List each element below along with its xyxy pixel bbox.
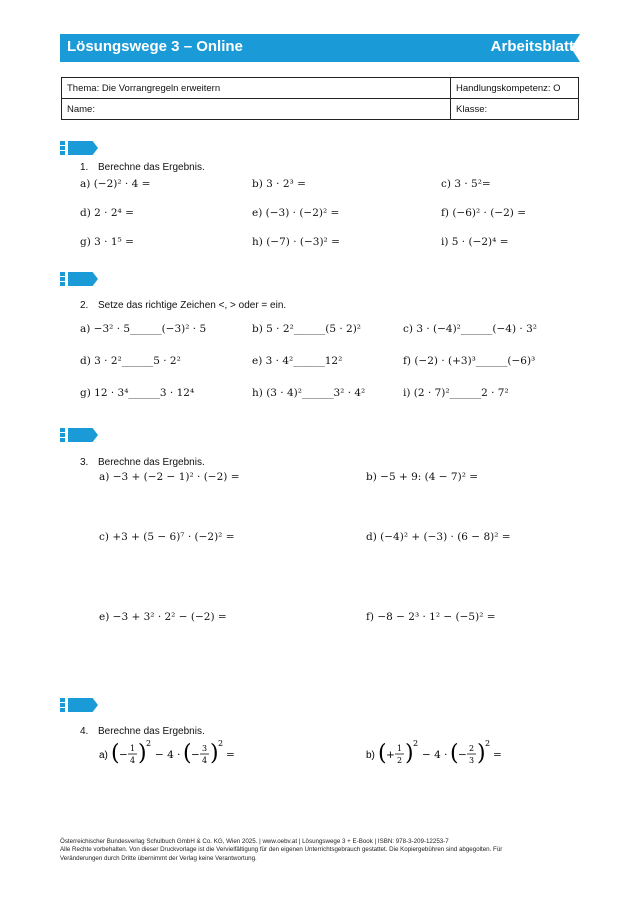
topic-cell: Thema: Die Vorrangregeln erweitern: [62, 78, 451, 99]
task-number: 4.: [80, 726, 89, 737]
task-prompt: Berechne das Ergebnis.: [98, 457, 205, 468]
worksheet-type: Arbeitsblatt: [490, 38, 574, 55]
sign: +: [386, 749, 395, 761]
problem: f) (−2) · (+3)³______(−6)³: [403, 355, 536, 367]
numerator: 1: [130, 744, 136, 753]
marker-square: [60, 282, 65, 286]
marker-square: [60, 433, 65, 437]
problem: b) 5 · 2²______(5 · 2)²: [252, 323, 362, 335]
paren-close: ): [138, 741, 147, 766]
paren-open: (: [378, 741, 387, 766]
marker-arrow: [68, 698, 98, 712]
problem: a) −3 + (−2 − 1)² · (−2) =: [99, 471, 240, 483]
paren-open: (: [183, 741, 192, 766]
operator: − 4 ·: [422, 749, 448, 761]
paren-open: (: [450, 741, 459, 766]
competence-cell: Handlungskompetenz: O: [451, 78, 579, 99]
sign: −: [119, 749, 128, 761]
exponent: 2: [485, 739, 491, 748]
task-number: 2.: [80, 300, 89, 311]
task-1-heading: [80, 162, 205, 173]
problem: h) (3 · 4)²______3² · 4²: [252, 387, 366, 399]
marker-square: [60, 703, 65, 707]
denominator: 2: [397, 756, 403, 765]
problem-4b: [366, 736, 516, 772]
problem: e) −3 + 3² · 2² − (−2) =: [99, 611, 227, 623]
task-marker-icon: [60, 141, 98, 155]
paren-close: ): [477, 741, 486, 766]
paren-open: (: [111, 741, 120, 766]
footer-rights-line: Alle Rechte vorbehalten. Von dieser Druckvorlage ist die Vervielfältigung für den eigenen Unterrichtsgebrauch gestattet. Die Kopiergebühren sind abgegolten. Für: [60, 846, 503, 854]
problem: f) −8 − 2³ · 1² − (−5)² =: [366, 611, 496, 623]
operator: − 4 ·: [155, 749, 181, 761]
marker-square: [60, 708, 65, 712]
sign: −: [191, 749, 200, 761]
exponent: 2: [146, 739, 152, 748]
marker-square: [60, 698, 65, 702]
problem: b) −5 + 9: (4 − 7)² =: [366, 471, 479, 483]
task-number: 3.: [80, 457, 89, 468]
task-marker-icon: [60, 428, 98, 442]
exponent: 2: [218, 739, 224, 748]
marker-square: [60, 272, 65, 276]
marker-square: [60, 151, 65, 155]
marker-arrow: [68, 141, 98, 155]
problem: h) (−7) · (−3)² =: [252, 236, 340, 248]
problem: i) (2 · 7)²______2 · 7²: [403, 387, 509, 399]
problem: g) 3 · 1⁵ =: [80, 236, 134, 248]
marker-square: [60, 146, 65, 150]
problem: c) +3 + (5 − 6)⁷ · (−2)² =: [99, 531, 235, 543]
paren-close: ): [210, 741, 219, 766]
problem: b) 3 · 2³ =: [252, 178, 306, 190]
task-prompt: Setze das richtige Zeichen <, > oder = ein.: [98, 300, 287, 311]
marker-arrow: [68, 428, 98, 442]
problem: d) (−4)² + (−3) · (6 − 8)² =: [366, 531, 511, 543]
problem: f) (−6)² · (−2) =: [441, 207, 527, 219]
marker-square: [60, 141, 65, 145]
footer-publisher-line: Österreichischer Bundesverlag Schulbuch GmbH & Co. KG, Wien 2025. | www.oebv.at | Lösungswege 3 + E-Book | ISBN: 978-3-209-12253-7: [60, 838, 449, 845]
task-3-heading: [80, 457, 205, 468]
problem: c) 3 · 5²=: [441, 178, 491, 190]
paren-close: ): [405, 741, 414, 766]
numerator: 2: [469, 744, 475, 753]
task-number: 1.: [80, 162, 89, 173]
marker-arrow: [68, 272, 98, 286]
problem: g) 12 · 3⁴______3 · 12⁴: [80, 387, 195, 399]
problem: i) 5 · (−2)⁴ =: [441, 236, 509, 248]
name-field[interactable]: Name:: [62, 99, 451, 120]
marker-square: [60, 428, 65, 432]
class-field[interactable]: Klasse:: [451, 99, 579, 120]
footer-disclaimer-line: Veränderungen durch Dritte übernimmt der Verlag keine Verantwortung.: [60, 854, 257, 862]
numerator: 3: [202, 744, 208, 753]
info-table: [61, 77, 579, 120]
problem-label: a): [99, 750, 108, 761]
task-marker-icon: [60, 272, 98, 286]
problem-label: b): [366, 750, 375, 761]
problem: e) (−3) · (−2)² =: [252, 207, 340, 219]
problem: a) −3² · 5______(−3)² · 5: [80, 323, 207, 335]
worksheet-title: Lösungswege 3 – Online: [67, 38, 243, 55]
problem: d) 2 · 2⁴ =: [80, 207, 134, 219]
footer: [60, 838, 585, 863]
equals: =: [493, 749, 502, 761]
problem: e) 3 · 4²______12²: [252, 355, 343, 367]
denominator: 4: [130, 756, 136, 765]
equals: =: [226, 749, 235, 761]
problem-4a: [99, 736, 249, 772]
exponent: 2: [413, 739, 419, 748]
numerator: 1: [397, 744, 403, 753]
task-marker-icon: [60, 698, 98, 712]
task-prompt: Berechne das Ergebnis.: [98, 162, 205, 173]
problem: d) 3 · 2²______5 · 2²: [80, 355, 181, 367]
task-2-heading: [80, 300, 286, 311]
marker-square: [60, 438, 65, 442]
task-prompt: Berechne das Ergebnis.: [98, 726, 205, 737]
problem: c) 3 · (−4)²______(−4) · 3²: [403, 323, 537, 335]
sign: −: [458, 749, 467, 761]
denominator: 4: [202, 756, 208, 765]
problem: a) (−2)² · 4 =: [80, 178, 151, 190]
marker-square: [60, 277, 65, 281]
denominator: 3: [469, 756, 475, 765]
